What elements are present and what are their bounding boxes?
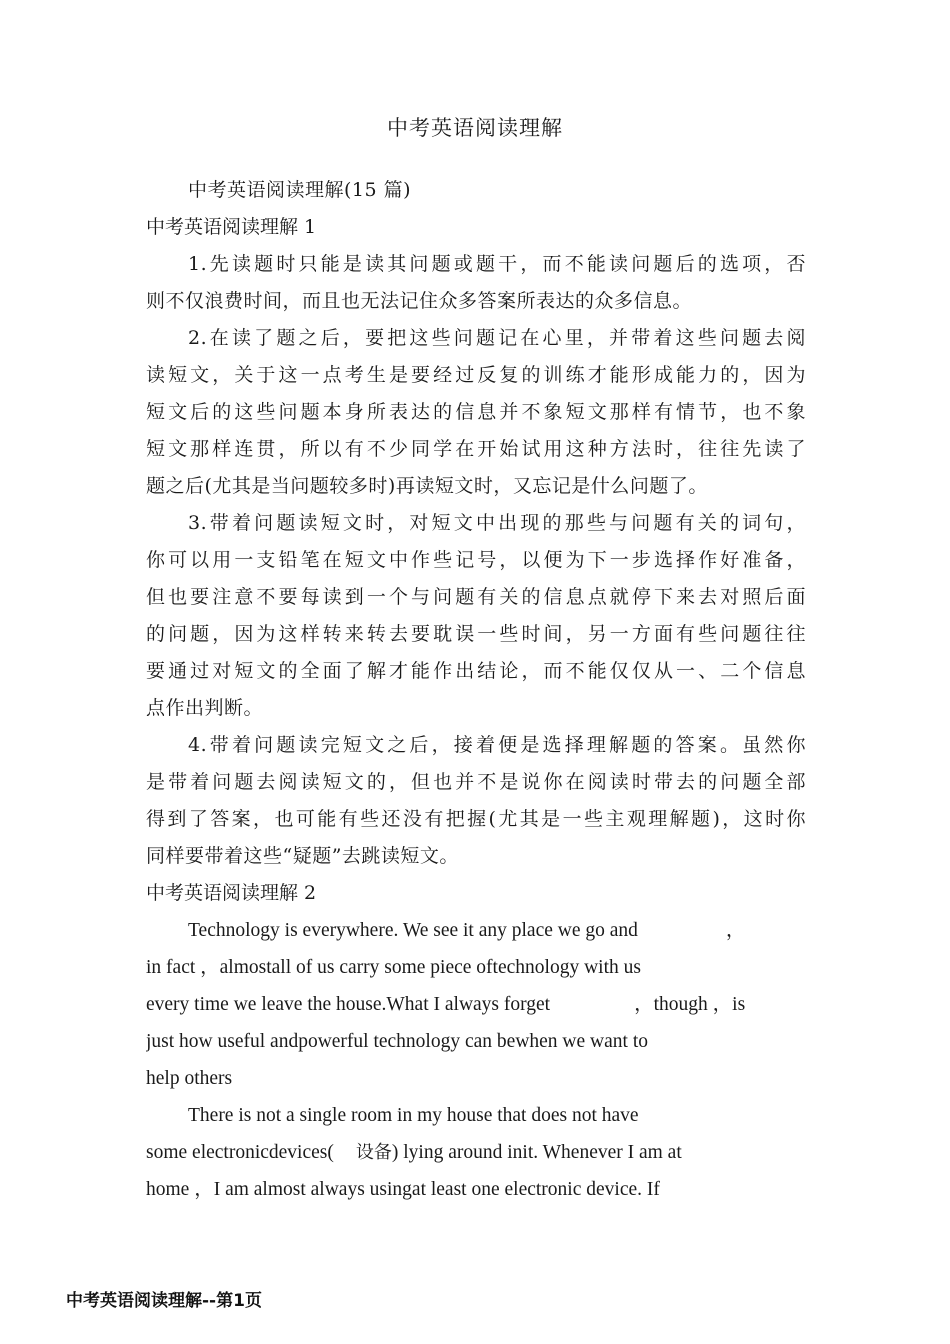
paragraph-line: 2.在读了题之后，要把这些问题记在心里，并带着这些问题去阅 — [188, 327, 806, 349]
paragraph-line: 得到了答案，也可能有些还没有把握(尤其是一些主观理解题)，这时你 — [146, 808, 806, 830]
paragraph-line: 同样要带着这些“疑题”去跳读短文。 — [146, 845, 459, 867]
paragraph-line: 短文后的这些问题本身所表达的信息并不象短文那样有情节，也不象 — [146, 401, 806, 423]
paragraph-3 — [146, 505, 806, 727]
paragraph-line: 1.先读题时只能是读其问题或题干，而不能读问题后的选项，否 — [188, 253, 806, 275]
paragraph-line: 3.带着问题读短文时，对短文中出现的那些与问题有关的词句， — [188, 512, 806, 534]
section-heading-1: 中考英语阅读理解 1 — [146, 216, 317, 238]
english-paragraph-2 — [146, 1097, 806, 1208]
document-body — [146, 172, 806, 1208]
english-line: help others — [146, 1068, 233, 1089]
paragraph-line: 短文那样连贯，所以有不少同学在开始试用这种方法时，往往先读了 — [146, 438, 806, 460]
english-line — [146, 986, 806, 1023]
paragraph-line: 但也要注意不要每读到一个与问题有关的信息点就停下来去对照后面 — [146, 586, 806, 608]
paragraph-line: 则不仅浪费时间，而且也无法记住众多答案所表达的众多信息。 — [146, 290, 693, 312]
paragraph-line: 4.带着问题读完短文之后，接着便是选择理解题的答案。虽然你 — [188, 734, 806, 756]
english-line — [146, 1134, 806, 1171]
section-heading-2: 中考英语阅读理解 2 — [146, 882, 317, 904]
english-line-text: some electronicdevices( — [146, 1142, 334, 1163]
paragraph-line: 的问题，因为这样转来转去要耽误一些时间，另一方面有些问题往往 — [146, 623, 806, 645]
english-line: There is not a single room in my house that does not have — [188, 1105, 639, 1126]
page-footer: 中考英语阅读理解--第1页 — [66, 1291, 262, 1311]
english-paragraph-1 — [146, 912, 806, 1097]
document-title: 中考英语阅读理解 — [387, 116, 563, 140]
paragraph-line: 题之后(尤其是当问题较多时)再读短文时，又忘记是什么问题了。 — [146, 475, 708, 497]
document-subtitle: 中考英语阅读理解(15 篇) — [188, 179, 412, 201]
english-line-text: Technology is everywhere. We see it any place we go and — [188, 920, 638, 941]
english-line: just how useful andpowerful technology can bewhen we want to — [146, 1031, 648, 1052]
chinese-gloss: 设备 — [355, 1142, 392, 1163]
english-line: home ，I am almost always usingat least one electronic device. If — [146, 1179, 660, 1200]
paragraph-2 — [146, 320, 806, 505]
paragraph-line: 是带着问题去阅读短文的，但也并不是说你在阅读时带去的问题全部 — [146, 771, 806, 793]
paragraph-4 — [146, 727, 806, 875]
paragraph-line: 要通过对短文的全面了解才能作出结论，而不能仅仅从一、二个信息 — [146, 660, 806, 682]
english-line-tail: ，though ，is — [634, 994, 746, 1015]
english-line-tail: ) lying around init. Whenever I am at — [391, 1142, 682, 1163]
paragraph-line: 读短文，关于这一点考生是要经过反复的训练才能形成能力的，因为 — [146, 364, 806, 386]
paragraph-1 — [146, 246, 806, 320]
english-line-tail: ， — [725, 920, 746, 941]
english-line: in fact ，almostall of us carry some piece oftechnology with us — [146, 957, 641, 978]
paragraph-line: 点作出判断。 — [146, 697, 264, 719]
english-line-text: every time we leave the house.What I always forget — [146, 994, 551, 1015]
english-line — [146, 912, 806, 949]
paragraph-line: 你可以用一支铅笔在短文中作些记号，以便为下一步选择作好准备， — [146, 549, 806, 571]
